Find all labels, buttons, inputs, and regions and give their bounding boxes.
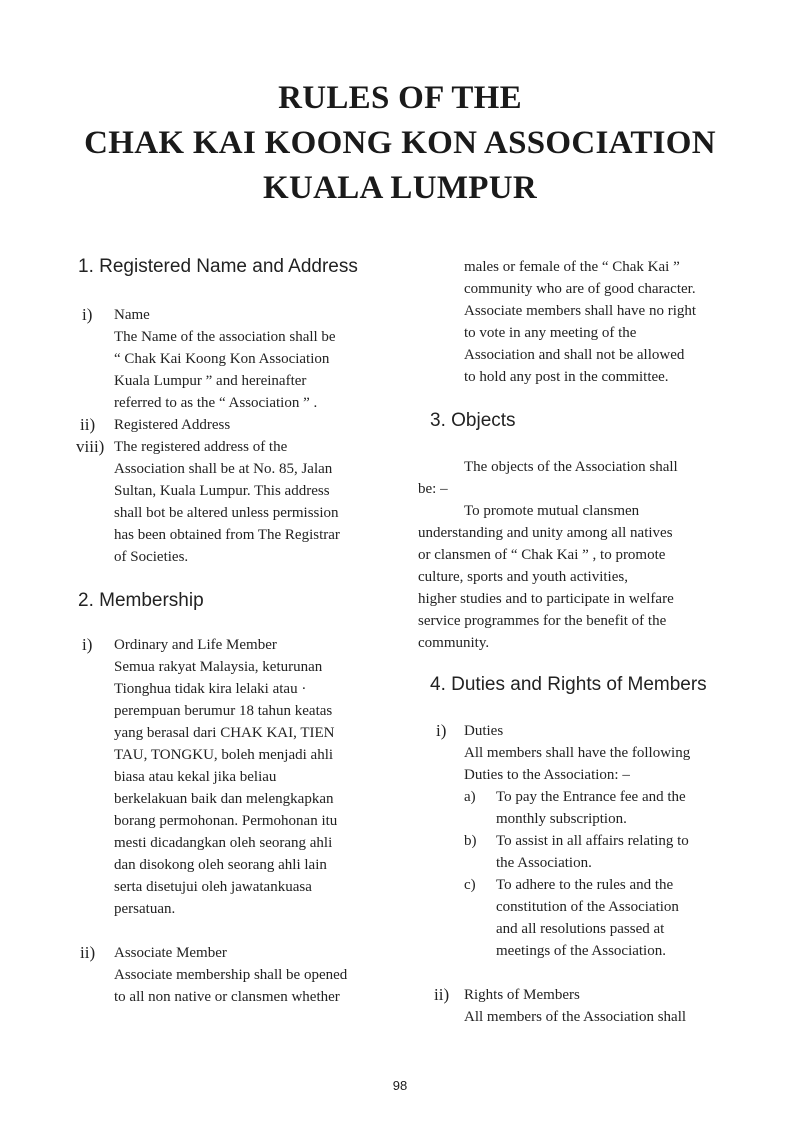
document-title [0,76,800,211]
associate-cont-line: community who are of good character. [464,281,696,297]
associate-cont-line: Associate members shall have no right [464,303,697,319]
ordinary-line: berkelakuan baik dan melengkapkan [114,791,334,807]
title-line-2: CHAK KAI KOONG KON ASSOCIATION [84,125,716,161]
objects-line: understanding and unity among all natives [418,525,673,541]
s2-item-i-marker: i) [82,635,93,654]
duties-intro-line: Duties to the Association: – [464,767,630,783]
ordinary-line: persatuan. [114,901,176,917]
s1-item-ii-marker: ii) [80,415,96,434]
address-line: shall bot be altered unless permission [114,505,339,521]
section-3-heading: 3. Objects [430,410,516,431]
s1-item-viii-label: The registered address of the [114,439,288,455]
s4-item-i-label: Duties [464,723,504,739]
ordinary-line: dan disokong oleh seorang ahli lain [114,857,327,873]
associate-cont-line: to hold any post in the committee. [464,369,669,385]
ordinary-line: borang permohonan. Permohonan itu [114,813,338,829]
s4-item-ii-label: Rights of Members [464,987,580,1003]
ordinary-line: serta disetujui oleh jawatankuasa [114,879,312,895]
associate-line: to all non native or clansmen whether [114,989,340,1005]
s2-item-ii-label: Associate Member [114,945,227,961]
duty-a-line: To pay the Entrance fee and the [496,789,686,805]
name-line: Kuala Lumpur ” and hereinafter [114,373,307,389]
s2-item-ii-marker: ii) [80,943,96,962]
section-2-heading: 2. Membership [78,590,204,611]
s4-item-i-marker: i) [436,721,447,740]
s1-item-i-label: Name [114,307,150,323]
objects-line: higher studies and to participate in welfare [418,591,674,607]
address-line: has been obtained from The Registrar [114,527,340,543]
ordinary-line: TAU, TONGKU, boleh menjadi ahli [114,747,334,763]
ordinary-line: Semua rakyat Malaysia, keturunan [114,659,323,675]
s1-item-ii-label: Registered Address [114,417,231,433]
name-line: “ Chak Kai Koong Kon Association [114,351,330,367]
page-number: 98 [392,1078,408,1093]
associate-line: Associate membership shall be opened [114,967,348,983]
s1-item-viii-marker: viii) [76,437,105,456]
objects-line: service programmes for the benefit of the [418,613,667,629]
objects-line: The objects of the Association shall [464,459,678,475]
objects-line: community. [418,635,490,651]
address-line: Association shall be at No. 85, Jalan [114,461,333,477]
duty-c-line: constitution of the Association [496,899,679,915]
title-line-1: RULES OF THE [278,80,522,116]
duties-intro-line: All members shall have the following [464,745,691,761]
associate-cont-line: to vote in any meeting of the [464,325,637,341]
title-line-3: KUALA LUMPUR [262,170,537,206]
ordinary-line: biasa atau kekal jika beliau [114,769,277,785]
duty-c-line: meetings of the Association. [496,943,666,959]
associate-cont-line: males or female of the “ Chak Kai ” [464,259,680,275]
ordinary-line: perempuan berumur 18 tahun keatas [114,703,333,719]
address-line: Sultan, Kuala Lumpur. This address [114,483,330,499]
name-line: referred to as the “ Association ” . [114,395,318,411]
ordinary-line: Tionghua tidak kira lelaki atau · [114,681,307,697]
duty-a-line: monthly subscription. [496,811,627,827]
duty-a-marker: a) [464,789,476,805]
objects-line: culture, sports and youth activities, [418,569,628,585]
name-line: The Name of the association shall be [114,329,336,345]
objects-line: or clansmen of “ Chak Kai ” , to promote [418,547,666,563]
duty-c-marker: c) [464,877,476,893]
duty-c-line: To adhere to the rules and the [496,877,674,893]
objects-line: To promote mutual clansmen [464,503,640,519]
address-line: of Societies. [114,549,189,565]
ordinary-line: yang berasal dari CHAK KAI, TIEN [114,725,335,741]
rights-line: All members of the Association shall [464,1009,687,1025]
ordinary-line: mesti dicadangkan oleh seorang ahli [114,835,333,851]
s1-item-i-marker: i) [82,305,93,324]
s4-item-ii-marker: ii) [434,985,450,1004]
duty-b-line: the Association. [496,855,592,871]
section-4-heading: 4. Duties and Rights of Members [430,674,707,695]
duty-b-line: To assist in all affairs relating to [496,833,689,849]
associate-cont-line: Association and shall not be allowed [464,347,685,363]
duty-b-marker: b) [464,833,477,849]
s2-item-i-label: Ordinary and Life Member [114,637,277,653]
objects-line: be: – [418,481,448,497]
section-1-heading: 1. Registered Name and Address [78,256,358,277]
duty-c-line: and all resolutions passed at [496,921,665,937]
